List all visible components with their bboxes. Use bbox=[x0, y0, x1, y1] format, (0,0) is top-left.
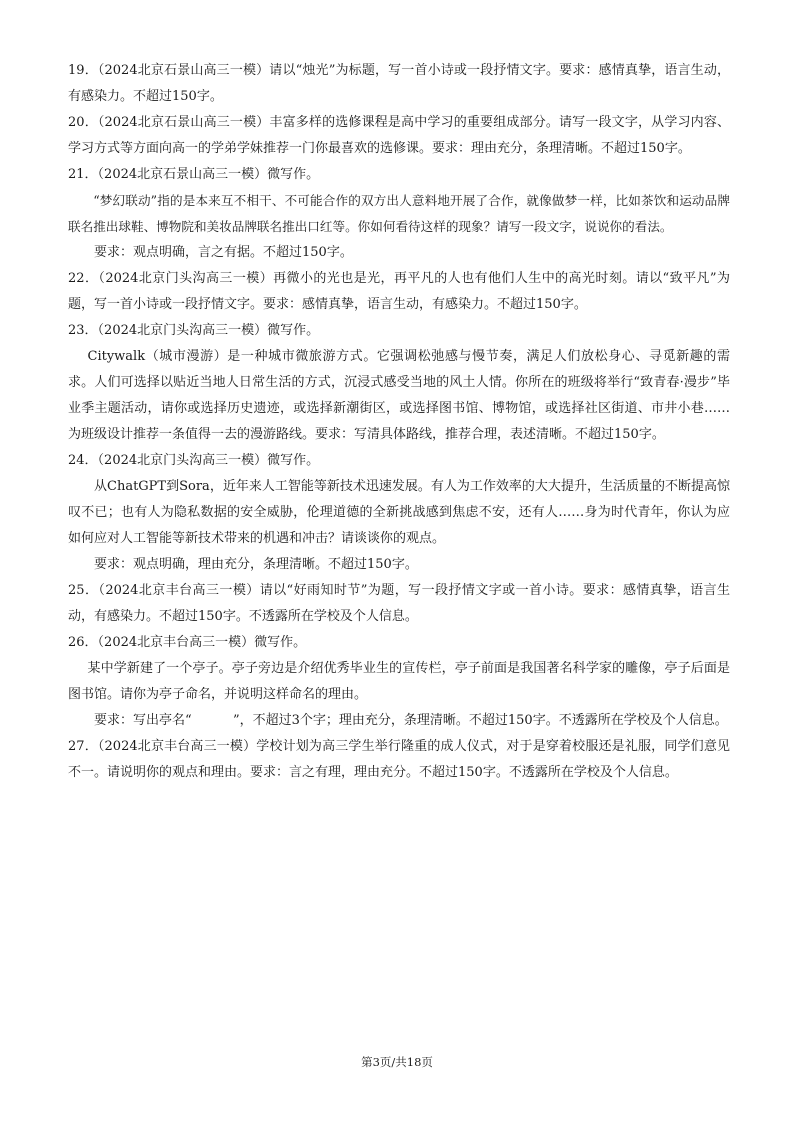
question-22: 22．（2024北京门头沟高三一模）再微小的光也是光，再平凡的人也有他们人生中的高光时刻。请以“致平凡”为题，写一首小诗或一段抒情文字。要求：感情真挚，语言生动，有感染力。不超过150字。 bbox=[68, 271, 730, 312]
question-list bbox=[68, 58, 730, 786]
question-19: 19．（2024北京石景山高三一模）请以“烛光”为标题，写一首小诗或一段抒情文字。要求：感情真挚，语言生动，有感染力。不超过150字。 bbox=[68, 63, 730, 104]
question-25: 25．（2024北京丰台高三一模）请以“好雨知时节”为题，写一段抒情文字或一首小诗。要求：感情真挚，语言生动，有感染力。不超过150字。不透露所在学校及个人信息。 bbox=[68, 583, 730, 624]
question-27: 27．（2024北京丰台高三一模）学校计划为高三学生举行隆重的成人仪式，对于是穿着校服还是礼服，同学们意见不一。请说明你的观点和理由。要求：言之有理，理由充分。不超过150字。不透露所在学校及个人信息。 bbox=[68, 739, 730, 780]
question-26-heading: 26．（2024北京丰台高三一模）微写作。 bbox=[68, 635, 307, 650]
question-21-requirement: 要求：观点明确，言之有据。不超过150字。 bbox=[94, 245, 353, 260]
question-23-heading: 23．（2024北京门头沟高三一模）微写作。 bbox=[68, 323, 320, 338]
question-21-heading: 21．（2024北京石景山高三一模）微写作。 bbox=[68, 167, 320, 182]
question-24-requirement: 要求：观点明确，理由充分，条理清晰。不超过150字。 bbox=[94, 557, 418, 572]
question-24-heading: 24．（2024北京门头沟高三一模）微写作。 bbox=[68, 453, 320, 468]
page-number: 第3页/共18页 bbox=[361, 1055, 433, 1069]
question-26-prompt: 某中学新建了一个亭子。亭子旁边是介绍优秀毕业生的宣传栏，亭子前面是我国著名科学家的雕像，亭子后面是图书馆。请你为亭子命名，并说明这样命名的理由。 bbox=[68, 661, 730, 702]
question-23-prompt: Citywalk（城市漫游）是一种城市微旅游方式。它强调松弛感与慢节奏，满足人们放松身心、寻觅新趣的需求。人们可选择以贴近当地人日常生活的方式，沉浸式感受当地的风土人情。你所在的班级将举行“致青春·漫步”毕业季主题活动，请你或选择历史遗迹，或选择新潮街区，或选择图书馆、博物馆，或选择社区街道、市井小巷……为班级设计推荐一条值得一去的漫游路线。要求：写清具体路线，推荐合理，表述清晰。不超过150字。 bbox=[68, 349, 730, 442]
question-26-requirement: 要求：写出亭名“ ”，不超过3个字；理由充分，条理清晰。不超过150字。不透露所在学校及个人信息。 bbox=[94, 713, 728, 728]
question-21-prompt: “梦幻联动”指的是本来互不相干、不可能合作的双方出人意料地开展了合作，就像做梦一样，比如茶饮和运动品牌联名推出球鞋、博物院和美妆品牌联名推出口红等。你如何看待这样的现象？请写一段文字，说说你的看法。 bbox=[68, 193, 730, 234]
question-20: 20．（2024北京石景山高三一模）丰富多样的选修课程是高中学习的重要组成部分。请写一段文字，从学习内容、学习方式等方面向高一的学弟学妹推荐一门你最喜欢的选修课。要求：理由充分，条理清晰。不超过150字。 bbox=[68, 115, 730, 156]
question-24-prompt: 从ChatGPT到Sora，近年来人工智能等新技术迅速发展。有人为工作效率的大大提升，生活质量的不断提高惊叹不已；也有人为隐私数据的安全威胁，伦理道德的全新挑战感到焦虑不安，还有人……身为时代青年，你认为应如何应对人工智能等新技术带来的机遇和冲击？请谈谈你的观点。 bbox=[68, 479, 730, 546]
